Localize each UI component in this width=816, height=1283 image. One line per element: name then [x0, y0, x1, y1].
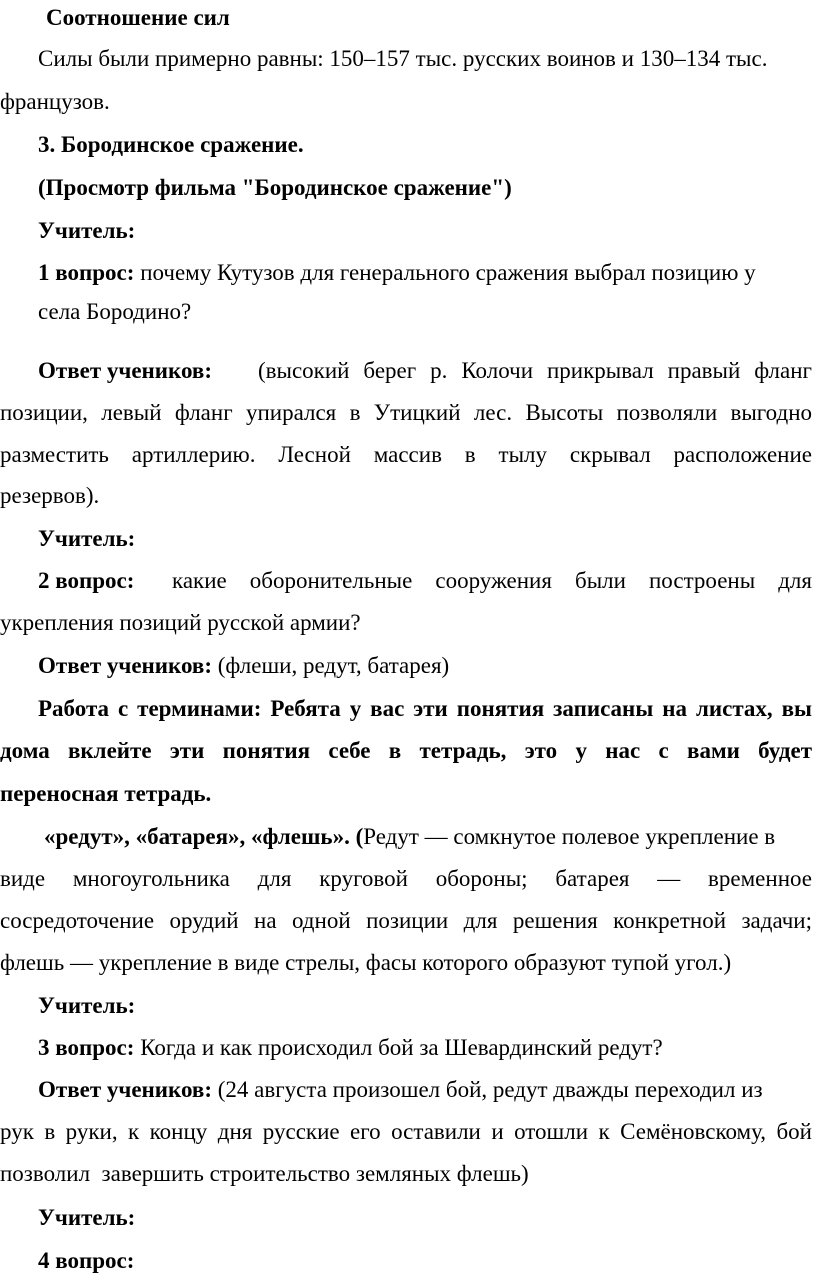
teacher-label-4: Учитель:: [38, 1205, 136, 1230]
film-note: (Просмотр фильма "Бородинское сражение"): [38, 175, 512, 200]
forces-text-line1: Силы были примерно равны: 150–157 тыс. русских воинов и 130–134 тыс.: [38, 46, 768, 71]
terms-line2: дома вклейте эти понятия себе в тетрадь, это у нас с вами будет: [0, 738, 812, 763]
definitions-line4: флешь — укрепление в виде стрелы, фасы которого образуют тупой угол.): [0, 950, 732, 975]
definitions-line1: [44, 822, 812, 852]
answer-3-label: Ответ учеников:: [38, 1077, 213, 1102]
question-1-label: 1 вопрос:: [38, 260, 135, 285]
teacher-label-3: Учитель:: [38, 993, 136, 1018]
answer-1-line1: [38, 356, 812, 386]
teacher-label-2: Учитель:: [38, 526, 136, 551]
question-1-line1: [38, 258, 756, 288]
question-3-text: Когда и как происходил бой за Шевардинский редут?: [134, 1035, 663, 1060]
forces-text-line2: французов.: [0, 89, 110, 114]
answer-3-line2: рук в руки, к концу дня русские его оставили и отошли к Семёновскому, бой: [0, 1119, 812, 1144]
answer-3-line3: позволил завершить строительство земляных флешь): [0, 1161, 529, 1186]
question-1-text: почему Кутузов для генерального сражения выбрал позицию у: [134, 260, 756, 285]
question-1-line2: села Бородино?: [38, 299, 192, 324]
answer-3-line1: [38, 1075, 763, 1105]
definitions-terms: «редут», «батарея», «флешь». (: [44, 824, 364, 849]
answer-1-label: Ответ учеников:: [38, 358, 213, 383]
battle-heading: 3. Бородинское сражение.: [38, 132, 304, 157]
answer-1-line4: резервов).: [0, 483, 100, 508]
question-2-text: какие оборонительные сооружения были построены для: [172, 568, 812, 593]
terms-line1: Работа с терминами: Ребята у вас эти понятия записаны на листах, вы: [38, 696, 812, 721]
question-3-label: 3 вопрос:: [38, 1035, 135, 1060]
answer-2-line: [38, 651, 449, 681]
question-2-line2: укрепления позиций русской армии?: [0, 610, 361, 635]
terms-line3: переносная тетрадь.: [0, 781, 212, 806]
definitions-text1: Редут — сомкнутое полевое укрепление в: [363, 824, 776, 849]
answer-1-line2: позиции, левый фланг упирался в Утицкий лес. Высоты позволяли выгодно: [0, 400, 812, 425]
definitions-line2: виде многоугольника для круговой обороны; батарея — временное: [0, 866, 812, 891]
question-3-line: [38, 1033, 663, 1063]
answer-3-text1: (24 августа произошел бой, редут дважды переходил из: [212, 1077, 763, 1102]
answer-2-text: (флеши, редут, батарея): [212, 653, 450, 678]
question-4-label: 4 вопрос:: [38, 1248, 135, 1273]
question-2-label: 2 вопрос:: [38, 568, 135, 593]
answer-1-line3: разместить артиллерию. Лесной массив в тылу скрывал расположение: [0, 442, 812, 467]
definitions-line3: сосредоточение орудий на одной позиции для решения конкретной задачи;: [0, 908, 812, 933]
forces-heading: Соотношение сил: [46, 5, 230, 30]
teacher-label-1: Учитель:: [38, 218, 136, 243]
answer-1-text1: (высокий берег р. Колочи прикрывал правый фланг: [258, 358, 812, 383]
question-2-line1: [38, 566, 812, 596]
answer-2-label: Ответ учеников:: [38, 653, 213, 678]
